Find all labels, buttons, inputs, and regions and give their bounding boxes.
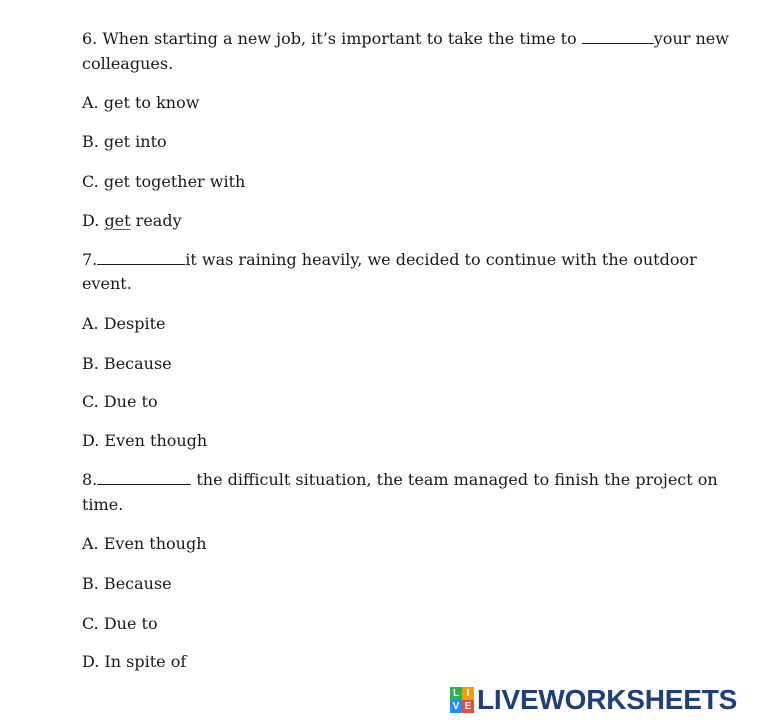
logo-mark-letter: L [450, 687, 462, 700]
question-8-option-d[interactable]: D. In spite of [82, 652, 187, 671]
liveworksheets-logo [450, 683, 737, 717]
question-8-option-c[interactable]: C. Due to [82, 614, 158, 633]
spellcheck-underlined-word: get [104, 211, 131, 230]
question-8-option-a[interactable]: A. Even though [82, 534, 207, 553]
question-7-stem-line1 [82, 247, 697, 272]
question-6-stem-post: your new [653, 29, 729, 48]
question-7-option-c[interactable]: C. Due to [82, 392, 158, 411]
question-8-blank[interactable] [97, 469, 191, 485]
logo-mark-letter: E [462, 700, 474, 713]
question-8-stem-line1 [82, 467, 718, 492]
question-8-stem-pre: 8. [82, 470, 98, 489]
question-6-option-b[interactable]: B. get into [82, 132, 167, 151]
question-6-option-a[interactable]: A. get to know [82, 93, 200, 112]
question-6-option-c[interactable]: C. get together with [82, 172, 246, 191]
question-7-option-b[interactable]: B. Because [82, 354, 172, 373]
question-7-stem-pre: 7. [82, 250, 98, 269]
question-7-stem-post: it was raining heavily, we decided to continue with the outdoor [185, 250, 697, 269]
logo-wordmark: LIVEWORKSHEETS [477, 684, 738, 715]
logo-mark-letter: I [462, 687, 474, 700]
question-8-stem-post: the difficult situation, the team managed to finish the project on [191, 470, 718, 489]
question-7-blank[interactable] [97, 249, 185, 265]
question-6-blank[interactable] [582, 28, 654, 44]
question-8-stem-line2: time. [82, 495, 124, 514]
question-7-option-a[interactable]: A. Despite [82, 314, 166, 333]
question-6-option-d[interactable] [82, 208, 182, 233]
question-8-option-b[interactable]: B. Because [82, 574, 172, 593]
question-6-option-d-suffix: ready [130, 211, 182, 230]
question-6-stem-pre: 6. When starting a new job, it’s important to take the time to [82, 29, 582, 48]
question-6-stem-line2: colleagues. [82, 54, 174, 73]
question-6-stem-line1 [82, 26, 729, 51]
question-7-stem-line2: event. [82, 274, 132, 293]
live-logo-mark-icon [450, 687, 474, 713]
question-6-option-d-prefix: D. [82, 211, 105, 230]
question-7-option-d[interactable]: D. Even though [82, 431, 208, 450]
logo-mark-letter: V [450, 700, 462, 713]
